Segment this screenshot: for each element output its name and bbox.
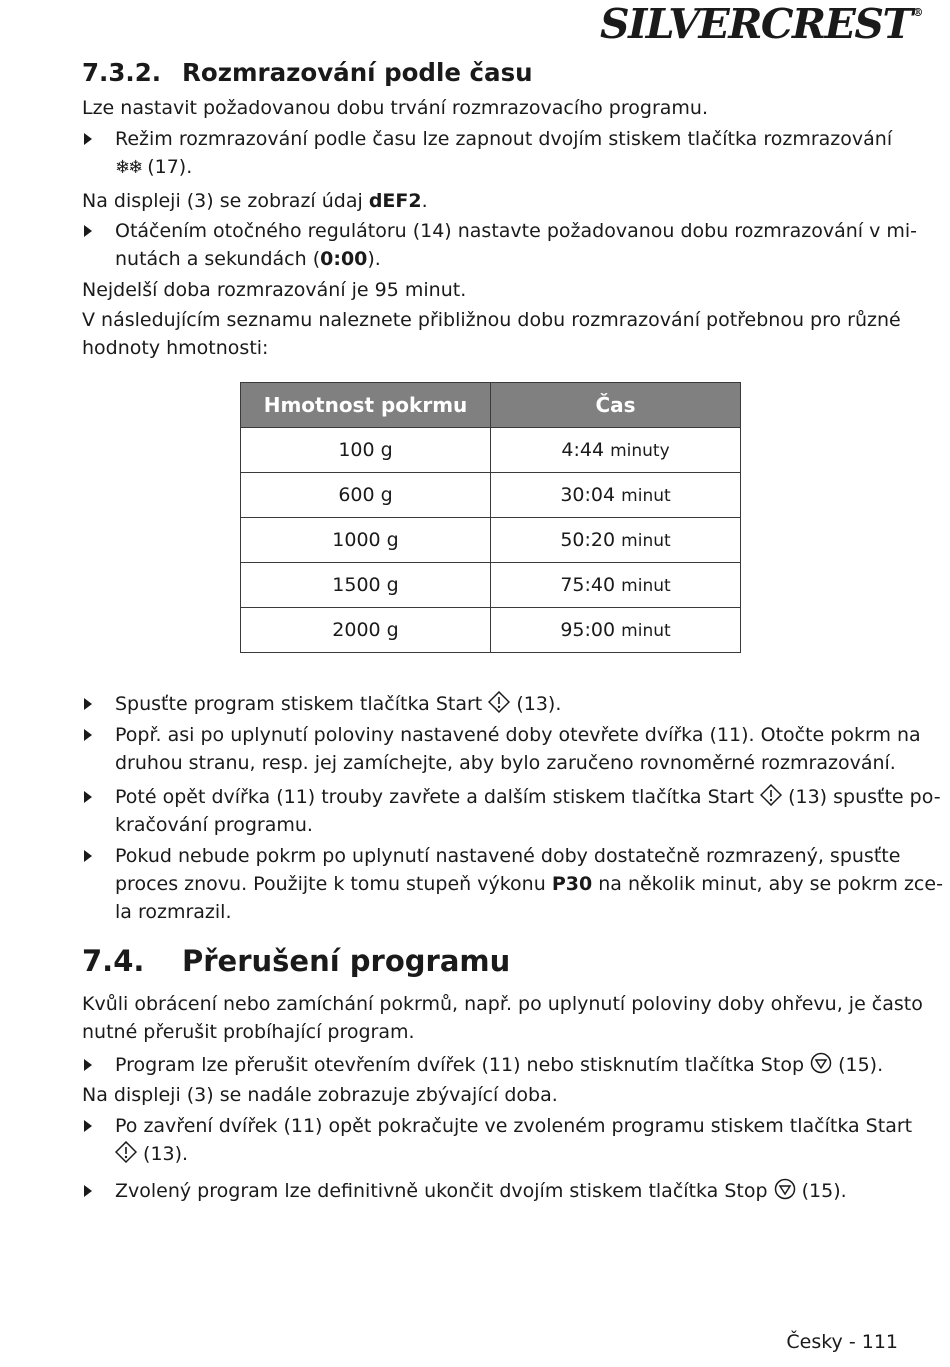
paragraph: Nejdelší doba rozmrazování je 95 minut. <box>82 279 467 301</box>
bullet-item: Režim rozmrazování podle času lze zapnout dvojím stiskem tlačítka rozmrazování ❄❄ (17). <box>82 125 892 182</box>
bullet-arrow-icon <box>84 1185 92 1197</box>
time-cell: 75:40 minut <box>491 563 741 608</box>
paragraph: Na displeji (3) se zobrazí údaj dEF2. <box>82 190 428 212</box>
table-row <box>241 428 741 473</box>
bullet-arrow-icon <box>84 850 92 862</box>
bullet-item: Pokud nebude pokrm po uplynutí nastavené doby dostatečně rozmrazený, spusťte proces znovu. Použijte k tomu stupeň výkonu P30 na několik minut, aby se pokrm zce- la rozmrazil. <box>82 842 943 926</box>
section-number: 7.4. <box>82 944 145 978</box>
start-button-icon <box>760 784 782 806</box>
start-button-icon <box>115 1141 137 1163</box>
time-cell: 30:04 minut <box>491 473 741 518</box>
time-cell: 50:20 minut <box>491 518 741 563</box>
section-title: Rozmrazování podle času <box>182 58 533 87</box>
weight-cell: 1500 g <box>241 563 491 608</box>
weight-cell: 2000 g <box>241 608 491 653</box>
time-cell: 95:00 minut <box>491 608 741 653</box>
brand-logo: SILVERCREST® <box>600 0 922 48</box>
paragraph: Na displeji (3) se nadále zobrazuje zbývající doba. <box>82 1084 558 1106</box>
defrost-snowflake-icon: ❄❄ <box>115 157 142 178</box>
page-footer: Česky - 111 <box>786 1331 898 1353</box>
paragraph: Lze nastavit požadovanou dobu trvání rozmrazovacího programu. <box>82 97 708 119</box>
bullet-arrow-icon <box>84 1120 92 1132</box>
bullet-arrow-icon <box>84 729 92 741</box>
bullet-item: Program lze přerušit otevřením dvířek (11) nebo stisknutím tlačítka Stop (15). <box>82 1051 883 1079</box>
section-title: Přerušení programu <box>182 944 511 978</box>
section-7-3-2-heading <box>82 58 533 87</box>
table-row <box>241 563 741 608</box>
column-header-weight: Hmotnost pokrmu <box>241 383 491 428</box>
weight-cell: 100 g <box>241 428 491 473</box>
bullet-item: Poté opět dvířka (11) trouby zavřete a dalším stiskem tlačítka Start (13) spusťte po- kračování programu. <box>82 783 941 839</box>
bullet-item: Po zavření dvířek (11) opět pokračujte ve zvoleném programu stiskem tlačítka Start (13). <box>82 1112 912 1168</box>
bullet-arrow-icon <box>84 225 92 237</box>
section-7-4-heading <box>82 944 510 978</box>
bullet-arrow-icon <box>84 791 92 803</box>
paragraph: V následujícím seznamu naleznete přibližnou dobu rozmrazování potřebnou pro různé hodnoty hmotnosti: <box>82 309 901 359</box>
section-number: 7.3.2. <box>82 58 162 87</box>
table-row <box>241 518 741 563</box>
stop-button-icon <box>810 1052 832 1074</box>
power-level-code: P30 <box>551 873 593 895</box>
display-code: 0:00 <box>320 248 368 270</box>
display-code: dEF2 <box>368 190 422 212</box>
start-button-icon <box>488 691 510 713</box>
weight-cell: 600 g <box>241 473 491 518</box>
weight-cell: 1000 g <box>241 518 491 563</box>
paragraph: Kvůli obrácení nebo zamíchání pokrmů, např. po uplynutí poloviny doby ohřevu, je často nutné přerušit probíhající program. <box>82 993 923 1043</box>
bullet-arrow-icon <box>84 133 92 145</box>
bullet-item: Otáčením otočného regulátoru (14) nastavte požadovanou dobu rozmrazování v mi- nutách a sekundách (0:00). <box>82 217 917 273</box>
bullet-arrow-icon <box>84 698 92 710</box>
bullet-arrow-icon <box>84 1059 92 1071</box>
table-row <box>241 473 741 518</box>
bullet-item: Spusťte program stiskem tlačítka Start (13). <box>82 690 561 718</box>
bullet-item: Zvolený program lze definitivně ukončit dvojím stiskem tlačítka Stop (15). <box>82 1177 847 1205</box>
table-row <box>241 608 741 653</box>
stop-button-icon <box>774 1178 796 1200</box>
table-header-row <box>241 383 741 428</box>
bullet-item: Popř. asi po uplynutí poloviny nastavené doby otevřete dvířka (11). Otočte pokrm na druhou stranu, resp. jej zamíchejte, aby bylo zaručeno rovnoměrné rozmrazování. <box>82 721 921 777</box>
defrost-time-table <box>240 382 741 653</box>
column-header-time: Čas <box>491 383 741 428</box>
time-cell: 4:44 minuty <box>491 428 741 473</box>
